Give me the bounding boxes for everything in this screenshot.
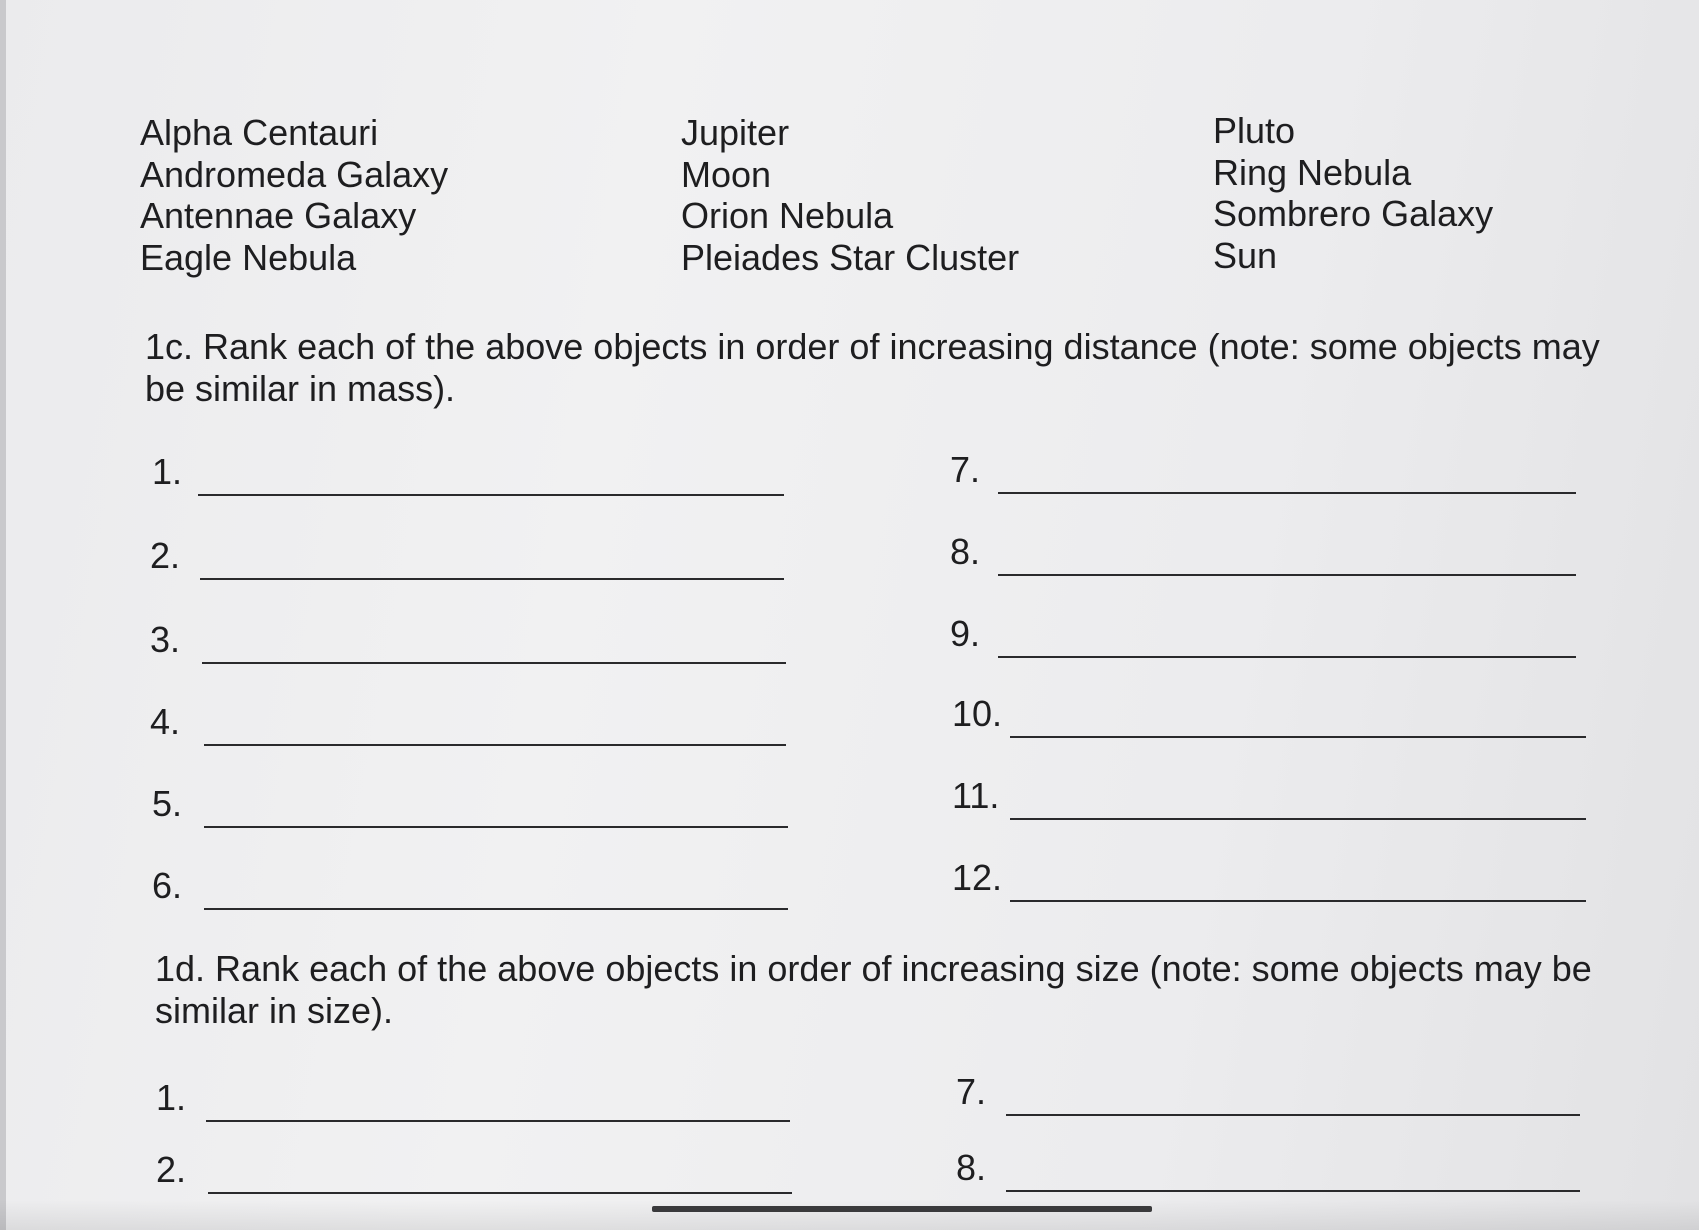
object-name: Ring Nebula <box>1213 151 1412 193</box>
answer-number: 2. <box>150 535 181 576</box>
answer-row-1c-10 <box>952 694 1592 738</box>
page-bottom-edge <box>652 1206 1152 1212</box>
answer-blank[interactable] <box>1006 1190 1580 1192</box>
question-1d-prompt <box>155 948 1592 1032</box>
answer-number: 10. <box>952 693 1003 734</box>
answer-blank[interactable] <box>204 744 786 746</box>
answer-blank[interactable] <box>1006 1114 1580 1116</box>
answer-row-1d-2 <box>156 1150 796 1194</box>
answer-number: 6. <box>152 865 183 906</box>
object-name: Eagle Nebula <box>140 236 357 278</box>
question-1d-line-2: similar in size). <box>155 990 394 1031</box>
object-name: Alpha Centauri <box>140 112 379 153</box>
answer-row-1c-12 <box>952 858 1592 902</box>
page-edge <box>0 0 6 1230</box>
answer-number: 1. <box>156 1077 187 1118</box>
answer-number: 9. <box>950 613 981 654</box>
answer-blank[interactable] <box>202 662 786 664</box>
answer-number: 2. <box>156 1149 187 1190</box>
answer-blank[interactable] <box>998 656 1576 658</box>
answer-number: 4. <box>150 701 181 742</box>
answer-row-1c-3 <box>150 620 790 664</box>
answer-row-1c-8 <box>950 532 1590 576</box>
object-name: Pleiades Star Cluster <box>681 236 1020 278</box>
answer-blank[interactable] <box>204 908 788 910</box>
object-name: Andromeda Galaxy <box>140 153 449 195</box>
object-name: Jupiter <box>681 112 790 153</box>
object-name: Moon <box>681 153 772 195</box>
answer-number: 1. <box>152 451 183 492</box>
object-column-1 <box>140 112 448 278</box>
answer-blank[interactable] <box>200 578 784 580</box>
answer-row-1c-11 <box>952 776 1592 820</box>
answer-blank[interactable] <box>1010 900 1586 902</box>
object-name: Pluto <box>1213 110 1296 151</box>
answer-number: 11. <box>952 775 1000 816</box>
object-column-3 <box>1213 110 1493 276</box>
answer-blank[interactable] <box>198 494 784 496</box>
answer-blank[interactable] <box>208 1192 792 1194</box>
answer-number: 3. <box>150 619 181 660</box>
answer-number: 7. <box>956 1071 987 1112</box>
answer-blank[interactable] <box>1010 818 1586 820</box>
answer-number: 12. <box>952 857 1003 898</box>
object-name: Antennae Galaxy <box>140 195 417 236</box>
answer-row-1c-9 <box>950 614 1590 658</box>
question-1c-prompt <box>145 326 1600 410</box>
answer-row-1d-1 <box>156 1078 796 1122</box>
object-name: Sombrero Galaxy <box>1213 193 1494 234</box>
answer-number: 7. <box>950 449 981 490</box>
object-column-2 <box>681 112 1019 278</box>
answer-blank[interactable] <box>998 574 1576 576</box>
answer-row-1c-5 <box>152 784 792 828</box>
answer-number: 5. <box>152 783 183 824</box>
answer-number: 8. <box>956 1147 987 1188</box>
page-bottom-shadow <box>0 1200 1699 1230</box>
question-1d-line-1: 1d. Rank each of the above objects in order of increasing size (note: some objects may be <box>155 948 1592 989</box>
object-name: Sun <box>1213 234 1278 276</box>
answer-row-1c-2 <box>150 536 790 580</box>
question-1c-line-2: be similar in mass). <box>145 368 456 409</box>
answer-row-1c-4 <box>150 702 790 746</box>
answer-row-1d-8 <box>956 1148 1596 1192</box>
answer-blank[interactable] <box>998 492 1576 494</box>
answer-blank[interactable] <box>204 826 788 828</box>
question-1c-line-1: 1c. Rank each of the above objects in order of increasing distance (note: some objects may <box>145 326 1600 367</box>
answer-row-1c-1 <box>152 452 792 496</box>
answer-row-1c-7 <box>950 450 1590 494</box>
answer-blank[interactable] <box>206 1120 790 1122</box>
object-list <box>140 112 1540 292</box>
answer-blank[interactable] <box>1010 736 1586 738</box>
answer-row-1c-6 <box>152 866 792 910</box>
answer-number: 8. <box>950 531 981 572</box>
object-name: Orion Nebula <box>681 195 894 236</box>
answer-row-1d-7 <box>956 1072 1596 1116</box>
